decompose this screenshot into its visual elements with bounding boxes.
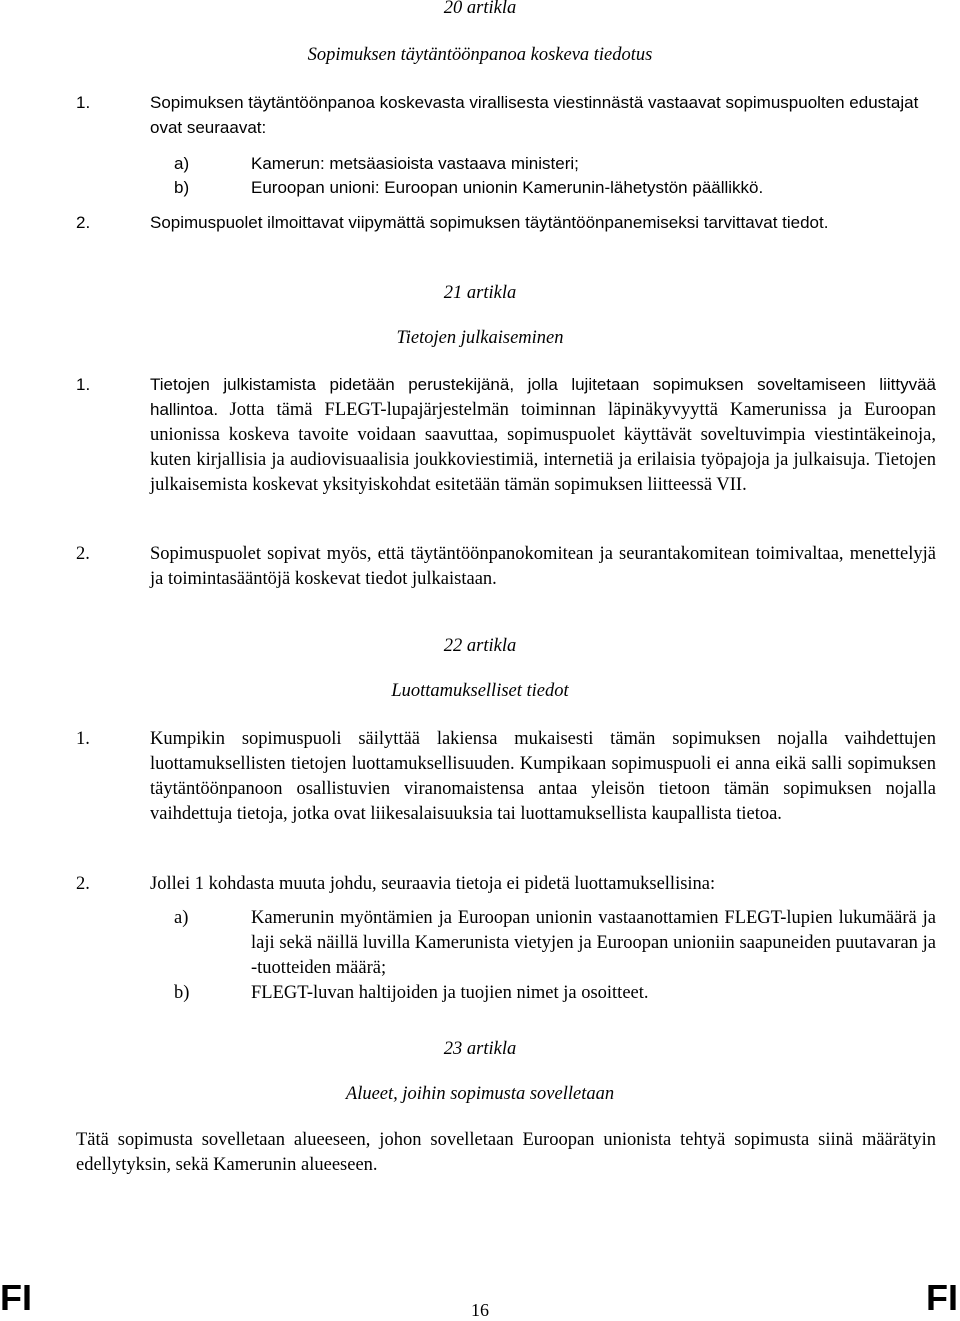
article-22-item-a-label: a) [174, 908, 189, 928]
article-23-title: Alueet, joihin sopimusta sovelletaan [345, 1084, 615, 1104]
article-20-item-b-text: Euroopan unioni: Euroopan unionin Kamerunin-lähetystön päällikkö. [251, 178, 764, 197]
page-number: 16 [471, 1300, 489, 1320]
article-23-heading: 23 artikla [443, 1039, 517, 1059]
article-20-para-1-text: Sopimuksen täytäntöönpanoa koskevasta virallisesta viestinnästä vastaavat sopimuspuolten edustajat ovat seuraavat: [150, 93, 919, 137]
article-22-para-2-number: 2. [76, 874, 90, 894]
article-20-para-1-number: 1. [76, 93, 91, 112]
article-22-item-b-text: FLEGT-luvan haltijoiden ja tuojien nimet ja osoitteet. [251, 983, 649, 1003]
article-22-item-b-label: b) [174, 983, 190, 1003]
article-21-para-1-number: 1. [76, 375, 91, 394]
article-23-text: Tätä sopimusta sovelletaan alueeseen, johon sovelletaan Euroopan unionista tehtyä sopimusta siinä määrätyin edellytyksin, sekä Kamerunin alueeseen. [76, 1130, 936, 1175]
article-20-para-2-number: 2. [76, 213, 91, 232]
article-22-title: Luottamukselliset tiedot [391, 681, 569, 701]
article-21-para-2-number: 2. [76, 544, 90, 564]
article-22-item-a-text: Kamerunin myöntämien ja Euroopan unionin vastaanottamien FLEGT-lupien lukumäärä ja laji sekä näillä luvilla Kamerunista vietyjen ja Euroopan unioniin saapuneiden puutavaran ja -tuotteiden määrä; [251, 908, 936, 978]
article-21-heading: 21 artikla [443, 283, 517, 303]
article-20-item-a-label: a) [174, 154, 190, 173]
article-22-para-1-number: 1. [76, 729, 90, 749]
article-21-para-2-text: Sopimuspuolet sopivat myös, että täytäntöönpanokomitean ja seurantakomitean toimivaltaa, menettelyjä ja toimintasääntöjä koskevat tiedot julkaistaan. [150, 544, 936, 589]
article-21-para-1-serif-text: Jotta tämä FLEGT-lupajärjestelmän toiminnan läpinäkyvyyttä Kamerunissa ja Euroopan unionissa koskeva tavoite voidaan saavuttaa, sopimuspuolet käyttävät soveltuvimpia viestintäkeinoja, kuten kirjallisia ja audiovisuaalisia joukkoviestimiä, internetiä ja erilaisia työpajoja ja julkaisuja. Tietojen julkaisemista koskevat yksityiskohdat esitetään tämän sopimuksen liitteessä VII. [150, 400, 937, 495]
footer-language-code-right: FI [926, 1277, 958, 1318]
footer-language-code-left: FI [0, 1277, 32, 1318]
article-22-para-2-text: Jollei 1 kohdasta muuta johdu, seuraavia tietoja ei pidetä luottamuksellisina: [150, 874, 716, 894]
article-20-para-2-text: Sopimuspuolet ilmoittavat viipymättä sopimuksen täytäntöönpanemiseksi tarvittavat tiedot. [150, 213, 829, 232]
article-22-heading: 22 artikla [443, 636, 517, 656]
article-20-heading: 20 artikla [443, 0, 517, 18]
article-21-para-1-sans-text: Tietojen julkistamista pidetään perustekijänä, jolla lujitetaan sopimuksen soveltamiseen liittyvää hallintoa. [150, 375, 936, 419]
article-22-para-1-text: Kumpikin sopimuspuoli säilyttää lakiensa mukaisesti tämän sopimuksen nojalla vaihdettujen luottamuksellisten tietojen luottamuksellisuuden. Kumpikaan sopimuspuoli ei anna eikä salli sopimuksen täytäntöönpanoon osallistuvien viranomaistensa antaa yleisön tietoon tämän sopimuksen nojalla vaihdettuja tietoja, jotka ovat liikesalaisuuksia tai luottamuksellista kaupallista tietoa. [150, 729, 936, 824]
article-20-item-a-text: Kamerun: metsäasioista vastaava ministeri; [251, 154, 579, 173]
article-20-title: Sopimuksen täytäntöönpanoa koskeva tiedotus [307, 45, 653, 65]
article-20-item-b-label: b) [174, 178, 190, 197]
article-21-para-1-text [150, 372, 936, 498]
article-21-title: Tietojen julkaiseminen [396, 328, 564, 348]
